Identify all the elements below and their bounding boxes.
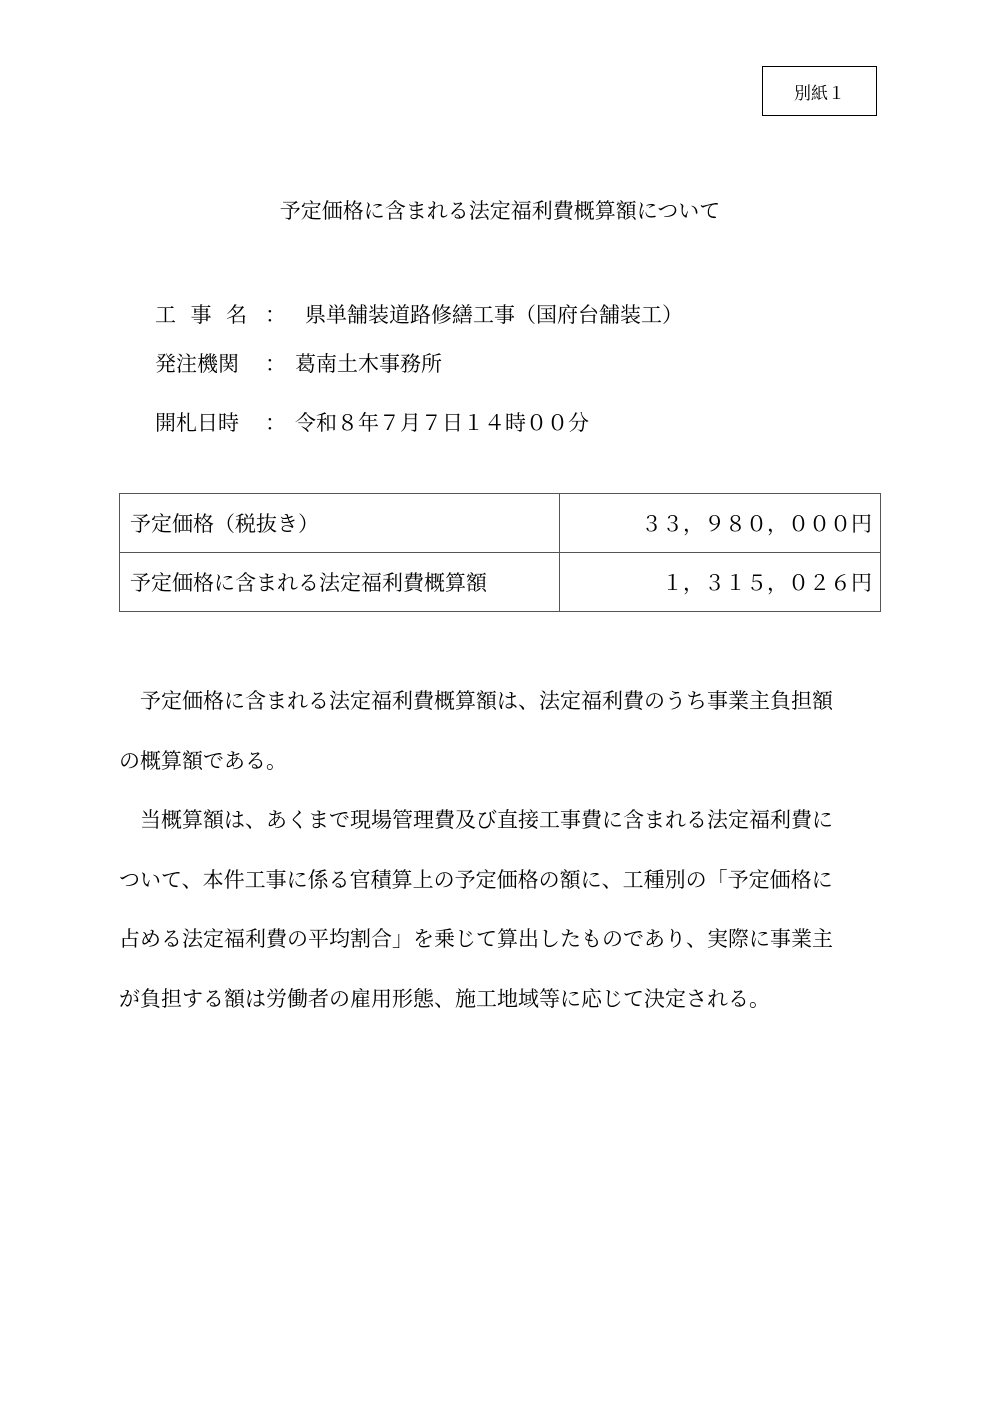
- paragraph-line: 占める法定福利費の平均割合」を乗じて算出したものであり、実際に事業主: [119, 927, 833, 952]
- colon: ：: [265, 352, 286, 376]
- table-row: [120, 494, 881, 553]
- construction-name-value: 県単舗装道路修繕工事（国府台舗装工）: [305, 303, 683, 327]
- row-label: 予定価格に含まれる法定福利費概算額: [120, 553, 560, 612]
- opening-datetime-value: 令和８年７月７日１４時００分: [295, 411, 589, 435]
- paragraph-line: 予定価格に含まれる法定福利費概算額は、法定福利費のうち事業主負担額: [119, 689, 833, 713]
- opening-datetime-label: 開札日時: [155, 411, 239, 435]
- construction-name-label: [155, 300, 247, 330]
- attachment-label: 別紙１: [762, 66, 877, 116]
- label-char: 名: [226, 303, 247, 327]
- paragraph: [119, 672, 885, 791]
- paragraph-line: の概算額である。: [119, 748, 287, 773]
- paragraph-line: 当概算額は、あくまで現場管理費及び直接工事費に含まれる法定福利費に: [119, 808, 833, 832]
- price-table: [119, 493, 881, 612]
- paragraph-line: ついて、本件工事に係る官積算上の予定価格の額に、工種別の「予定価格に: [119, 867, 833, 892]
- table-row: [120, 553, 881, 612]
- paragraph: [119, 791, 885, 1029]
- row-label: 予定価格（税抜き）: [120, 494, 560, 553]
- document-title: 予定価格に含まれる法定福利費概算額について: [279, 199, 721, 223]
- row-amount: １，３１５，０２６円: [560, 553, 881, 612]
- row-amount: ３３，９８０，０００円: [560, 494, 881, 553]
- label-char: 工: [155, 303, 176, 327]
- label-char: 事: [190, 303, 212, 327]
- colon: ：: [265, 411, 286, 435]
- colon: ：: [265, 303, 286, 327]
- paragraph-line: が負担する額は労働者の雇用形態、施工地域等に応じて決定される。: [119, 986, 770, 1011]
- ordering-office-label: 発注機関: [155, 352, 239, 376]
- ordering-office-value: 葛南土木事務所: [295, 352, 442, 376]
